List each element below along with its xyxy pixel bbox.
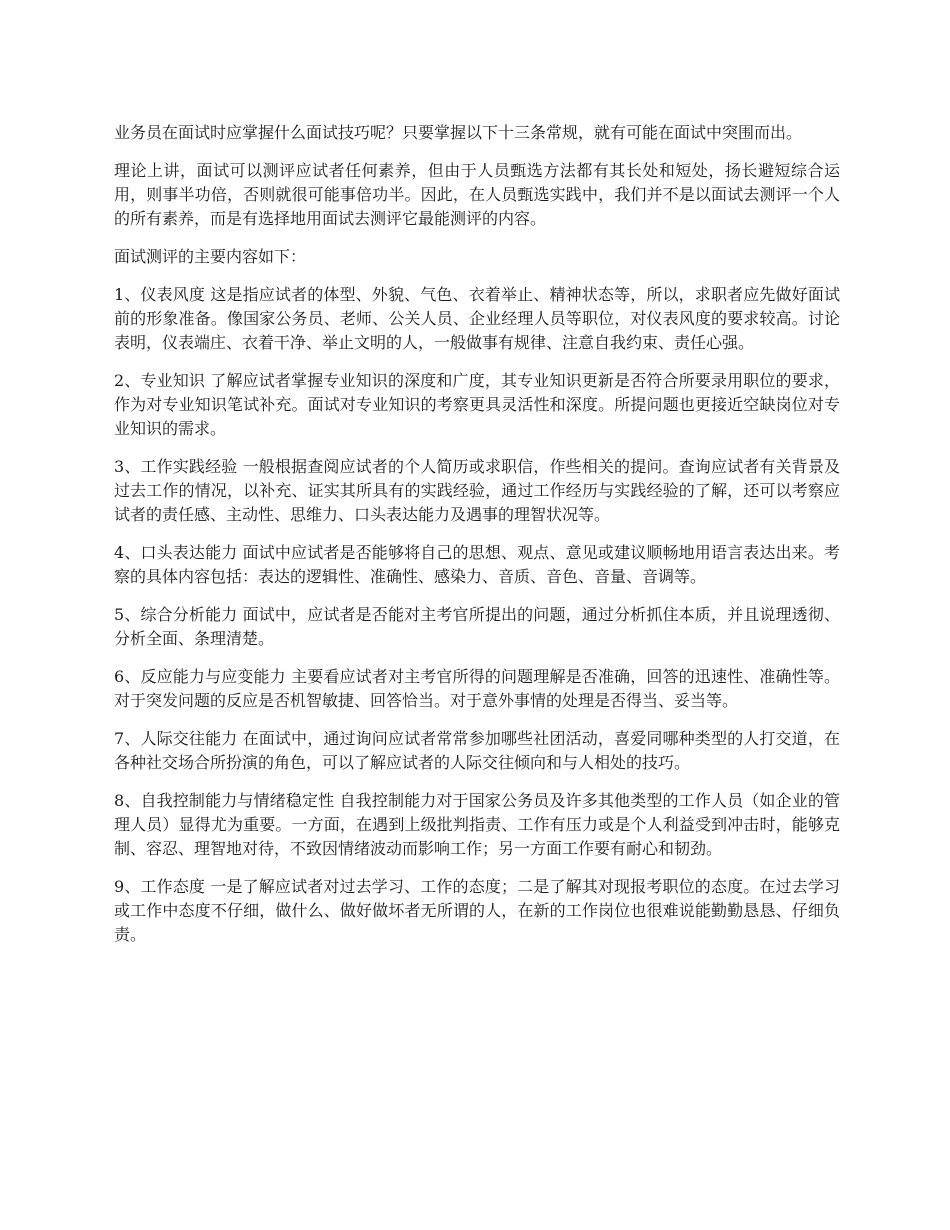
item-body: 面试中应试者是否能够将自己的思想、观点、意见或建议顺畅地用语言表达出来。考察的具体内容包括：表达的逻辑性、准确性、感染力、音质、音色、音量、音调等。	[114, 543, 840, 586]
item-heading: 7、人际交往能力	[114, 729, 238, 748]
item-heading: 6、反应能力与应变能力	[114, 667, 286, 686]
list-item	[114, 665, 840, 713]
item-body: 面试中，应试者是否能对主考官所提出的问题，通过分析抓住本质，并且说理透彻、分析全面、条理清楚。	[114, 605, 840, 648]
list-item	[114, 369, 840, 441]
item-body: 一是了解应试者对过去学习、工作的态度；二是了解其对现报考职位的态度。在过去学习或工作中态度不仔细，做什么、做好做坏者无所谓的人，在新的工作岗位也很难说能勤勤恳恳、仔细负责。	[114, 877, 840, 944]
document-page	[114, 121, 840, 961]
intro-paragraph: 业务员在面试时应掌握什么面试技巧呢？只要掌握以下十三条常规，就有可能在面试中突围而出。	[114, 123, 803, 142]
item-heading: 3、工作实践经验	[114, 457, 238, 476]
list-item	[114, 603, 840, 651]
item-heading: 4、口头表达能力	[114, 543, 238, 562]
list-item	[114, 875, 840, 947]
list-item	[114, 727, 840, 775]
item-body: 在面试中，通过询问应试者常常参加哪些社团活动，喜爱同哪种类型的人打交道，在各种社交场合所扮演的角色，可以了解应试者的人际交往倾向和与人相处的技巧。	[114, 729, 840, 772]
main-content-label: 面试测评的主要内容如下：	[114, 247, 307, 266]
item-heading: 5、综合分析能力	[114, 605, 238, 624]
item-body: 主要看应试者对主考官所得的问题理解是否准确，回答的迅速性、准确性等。对于突发问题的反应是否机智敏捷、回答恰当。对于意外事情的处理是否得当、妥当等。	[114, 667, 840, 710]
item-heading: 2、专业知识	[114, 371, 206, 390]
theory-paragraph: 理论上讲，面试可以测评应试者任何素养，但由于人员甄选方法都有其长处和短处，扬长避短综合运用，则事半功倍，否则就很可能事倍功半。因此，在人员甄选实践中，我们并不是以面试去测评一个人的所有素养，而是有选择地用面试去测评它最能测评的内容。	[114, 161, 840, 228]
list-item	[114, 789, 840, 861]
item-heading: 9、工作态度	[114, 877, 206, 896]
item-heading: 8、自我控制能力与情绪稳定性	[114, 791, 335, 810]
item-body: 一般根据查阅应试者的个人简历或求职信，作些相关的提问。查询应试者有关背景及过去工作的情况，以补充、证实其所具有的实践经验，通过工作经历与实践经验的了解，还可以考察应试者的责任感、主动性、思维力、口头表达能力及遇事的理智状况等。	[114, 457, 840, 524]
item-body: 自我控制能力对于国家公务员及许多其他类型的工作人员（如企业的管理人员）显得尤为重要。一方面，在遇到上级批判指责、工作有压力或是个人利益受到冲击时，能够克制、容忍、理智地对待，不致因情绪波动而影响工作；另一方面工作要有耐心和韧劲。	[114, 791, 840, 858]
item-body: 了解应试者掌握专业知识的深度和广度，其专业知识更新是否符合所要录用职位的要求，作为对专业知识笔试补充。面试对专业知识的考察更具灵活性和深度。所提问题也更接近空缺岗位对专业知识的需求。	[114, 371, 840, 438]
item-body: 这是指应试者的体型、外貌、气色、衣着举止、精神状态等，所以，求职者应先做好面试前的形象准备。像国家公务员、老师、公关人员、企业经理人员等职位，对仪表风度的要求较高。讨论表明，仪表端庄、衣着干净、举止文明的人，一般做事有规律、注意自我约束、责任心强。	[114, 285, 840, 352]
item-heading: 1、仪表风度	[114, 285, 206, 304]
list-item	[114, 541, 840, 589]
list-item	[114, 283, 840, 355]
list-item	[114, 455, 840, 527]
